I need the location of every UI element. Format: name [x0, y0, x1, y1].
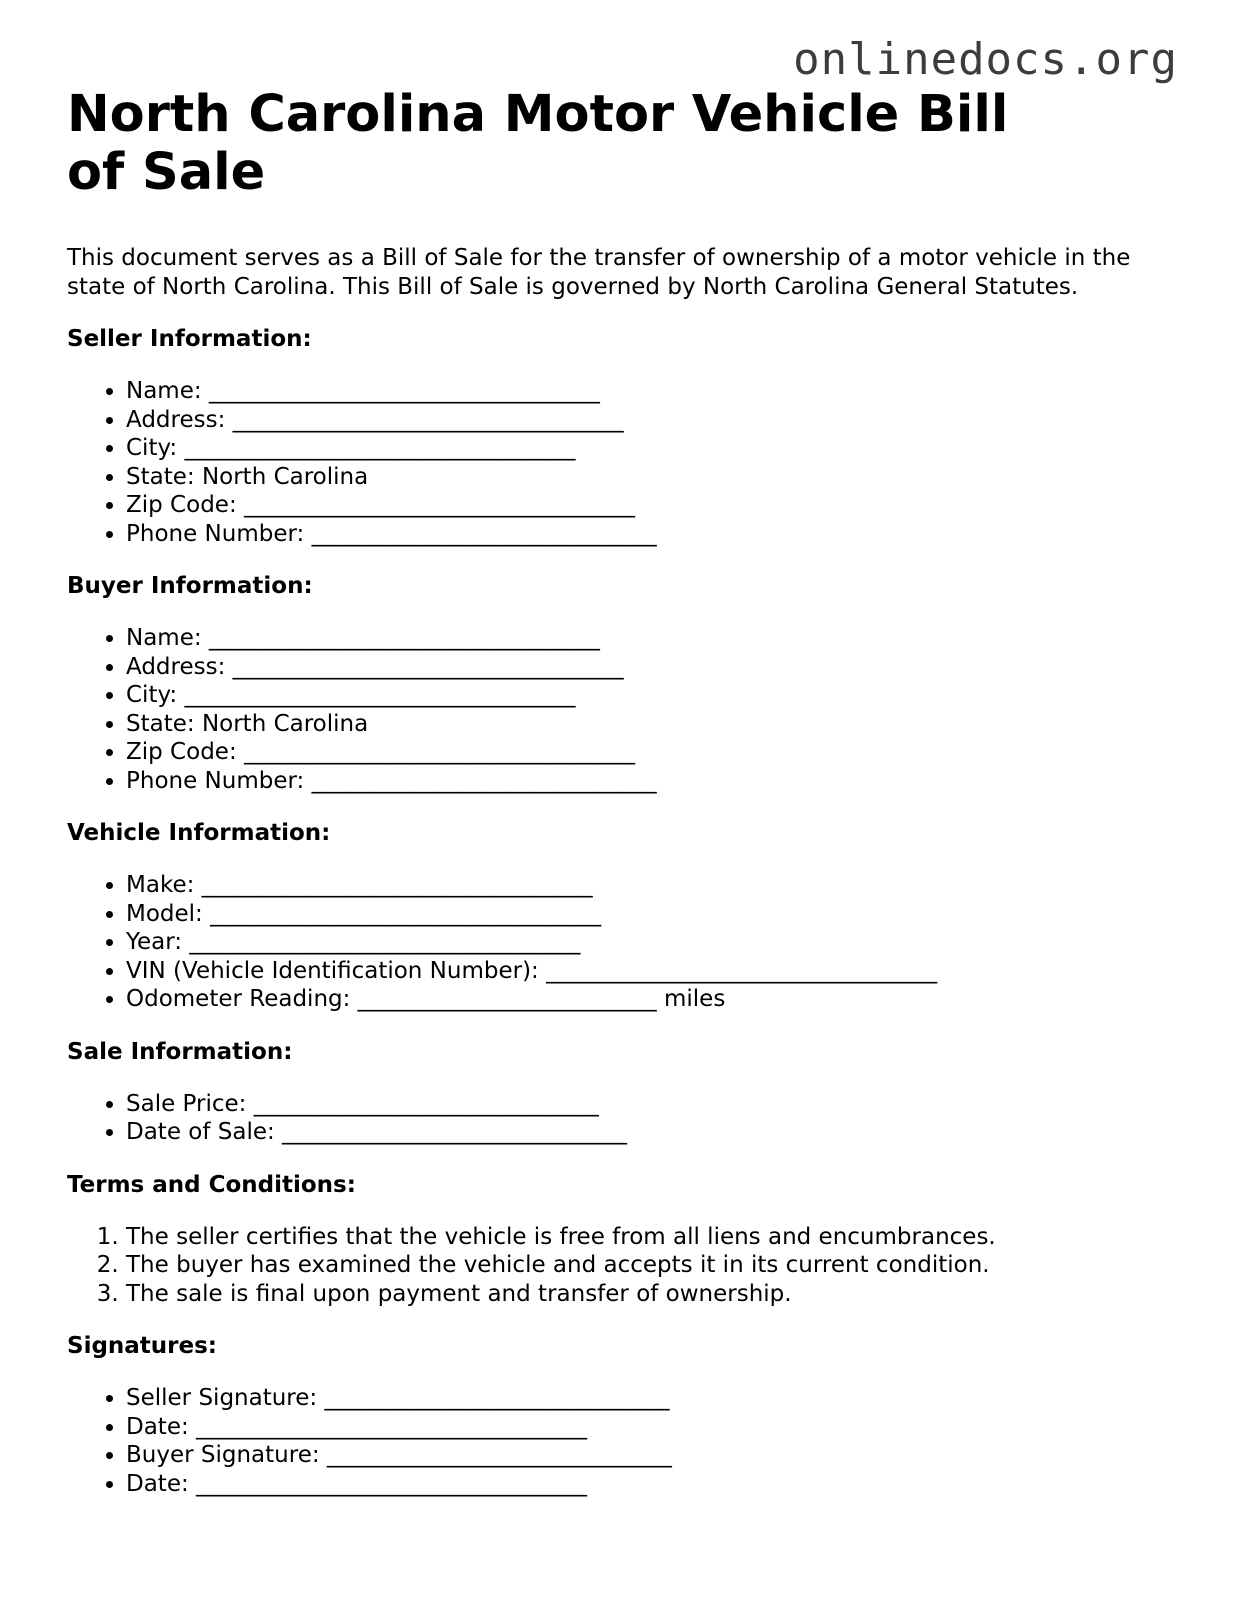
seller-signature-date-field: • Date: __________________________________ [126, 1413, 1177, 1442]
buyer-address-field: • Address: __________________________________ [126, 653, 1177, 682]
seller-address-field: • Address: __________________________________ [126, 406, 1177, 435]
terms-list [67, 1223, 1177, 1309]
seller-phone-field: • Phone Number: ______________________________ [126, 520, 1177, 549]
watermark: onlinedocs.org [793, 34, 1178, 85]
seller-city-field: • City: __________________________________ [126, 434, 1177, 463]
buyer-phone-field: • Phone Number: ______________________________ [126, 767, 1177, 796]
sale-heading: Sale Information: [67, 1038, 293, 1065]
seller-heading: Seller Information: [67, 326, 312, 352]
vehicle-model-field: • Model: __________________________________ [126, 900, 1177, 929]
terms-item: 1. The seller certifies that the vehicle is free from all liens and encumbrances. [126, 1223, 1177, 1252]
buyer-name-field: • Name: __________________________________ [126, 624, 1177, 653]
terms-item: 2. The buyer has examined the vehicle and accepts it in its current condition. [126, 1251, 1177, 1280]
buyer-signature-date-field: • Date: __________________________________ [126, 1470, 1177, 1499]
sale-price-field: • Sale Price: ______________________________ [126, 1090, 1177, 1119]
vehicle-year-field: • Year: __________________________________ [126, 928, 1177, 957]
buyer-state-field: • State: North Carolina [126, 710, 1177, 739]
vehicle-make-field: • Make: __________________________________ [126, 871, 1177, 900]
intro-paragraph: This document serves as a Bill of Sale for the transfer of ownership of a motor vehicle in the state of North Carolina. This Bill of Sale is governed by North Carolina General Statutes. [67, 245, 1131, 300]
vehicle-heading: Vehicle Information: [67, 820, 331, 846]
page-title: North Carolina Motor Vehicle Bill of Sale [67, 85, 1009, 202]
buyer-list [67, 624, 1177, 795]
document-body [67, 86, 1177, 1498]
vehicle-vin-field: • VIN (Vehicle Identification Number): __________________________________ [126, 957, 1177, 986]
buyer-signature-field: • Buyer Signature: ______________________________ [126, 1441, 1177, 1470]
vehicle-odometer-field: • Odometer Reading: __________________________ miles [126, 985, 1177, 1014]
seller-state-field: • State: North Carolina [126, 463, 1177, 492]
seller-zip-field: • Zip Code: __________________________________ [126, 491, 1177, 520]
vehicle-list [67, 871, 1177, 1014]
seller-signature-field: • Seller Signature: ______________________________ [126, 1384, 1177, 1413]
seller-list [67, 377, 1177, 548]
signatures-heading: Signatures: [67, 1333, 218, 1359]
terms-heading: Terms and Conditions: [67, 1171, 356, 1198]
buyer-heading: Buyer Information: [67, 573, 313, 599]
buyer-zip-field: • Zip Code: __________________________________ [126, 738, 1177, 767]
buyer-city-field: • City: __________________________________ [126, 681, 1177, 710]
terms-item: 3. The sale is final upon payment and transfer of ownership. [126, 1280, 1177, 1309]
sale-list [67, 1090, 1177, 1147]
sale-date-field: • Date of Sale: ______________________________ [126, 1118, 1177, 1147]
signatures-list [67, 1384, 1177, 1498]
seller-name-field: • Name: __________________________________ [126, 377, 1177, 406]
